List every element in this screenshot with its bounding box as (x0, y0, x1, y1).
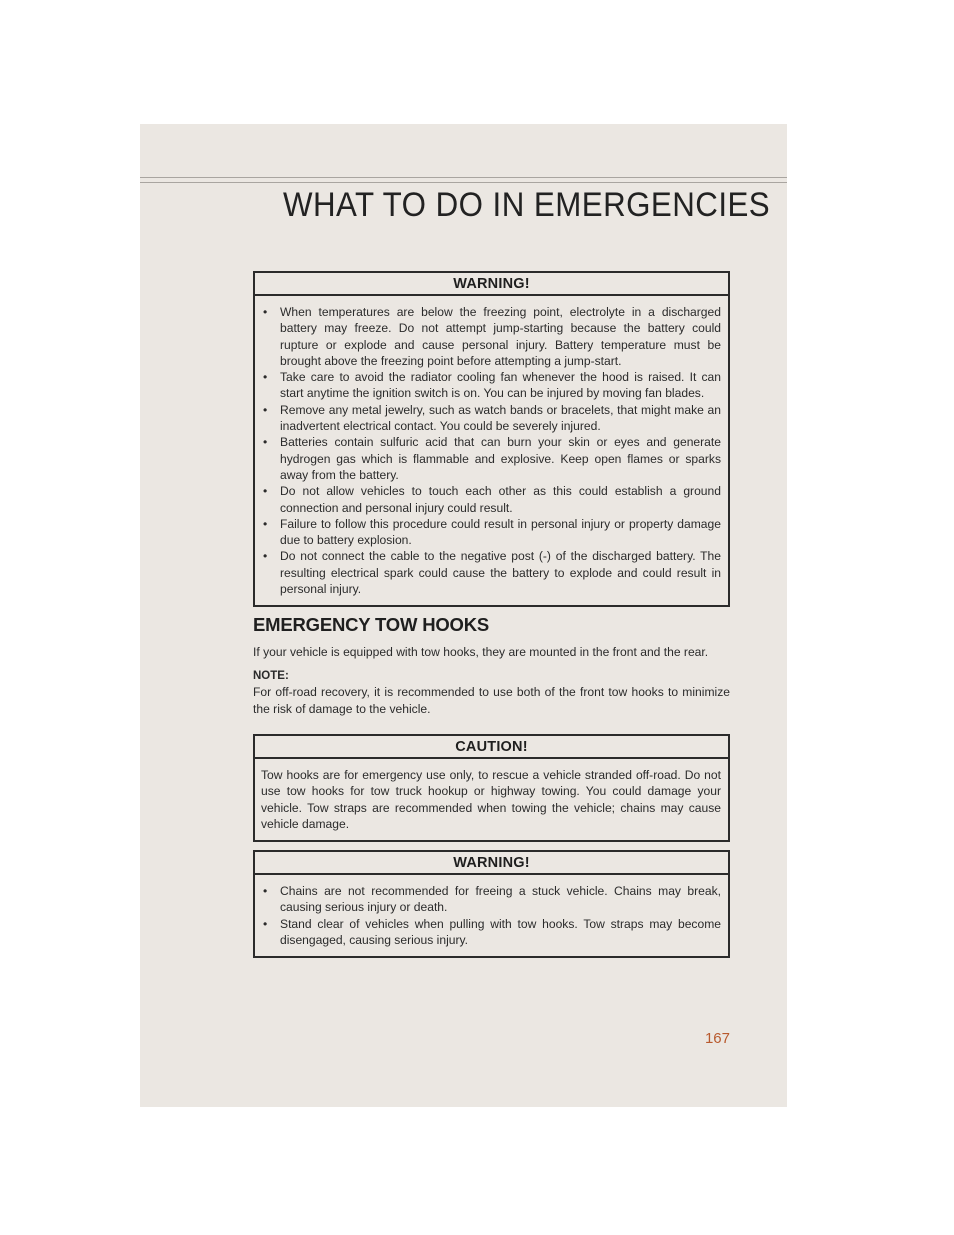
bullet-icon: • (263, 435, 268, 450)
warning-list (261, 883, 721, 948)
warning-list-item (261, 402, 721, 435)
warning-box-title: WARNING! (255, 852, 728, 875)
bullet-icon: • (263, 402, 268, 417)
warning-item-text: Do not allow vehicles to touch each other as this could establish a ground connection and personal injury could result. (280, 484, 721, 515)
bullet-icon: • (263, 916, 268, 931)
warning-box-body (255, 296, 728, 605)
warning-box-tow-hooks (253, 850, 730, 958)
note-text: For off-road recovery, it is recommended to use both of the front tow hooks to minimize the risk of damage to the vehicle. (253, 685, 730, 716)
caution-box-title: CAUTION! (255, 736, 728, 759)
warning-item-text: Do not connect the cable to the negative post (-) of the discharged battery. The resulting electrical spark could cause the battery to explode and could result in personal injury. (280, 549, 721, 597)
manual-page (140, 124, 787, 1107)
bullet-icon: • (263, 516, 268, 531)
warning-box-title: WARNING! (255, 273, 728, 296)
page-number: 167 (704, 1030, 730, 1047)
bullet-icon: • (263, 370, 268, 385)
caution-box-text: Tow hooks are for emergency use only, to rescue a vehicle stranded off-road. Do not use tow hooks for tow truck hookup or highway towing. You could damage your vehicle. Tow straps are recommended when towing the vehicle; chains may cause vehicle damage. (261, 768, 721, 831)
note-label: NOTE: (253, 670, 289, 682)
warning-box-battery (253, 271, 730, 607)
warning-list-item (261, 369, 721, 402)
warning-box-body (255, 875, 728, 956)
section-heading-tow-hooks: EMERGENCY TOW HOOKS (253, 614, 490, 635)
note-block (253, 670, 730, 717)
header-rule-top (140, 177, 787, 178)
bullet-icon: • (263, 305, 268, 319)
warning-item-text: Remove any metal jewelry, such as watch bands or bracelets, that might make an inadvertent electrical contact. You could be severely injured. (280, 402, 721, 434)
warning-item-text: Take care to avoid the radiator cooling fan whenever the hood is raised. It can start anytime the ignition switch is on. You can be injured by moving fan blades. (280, 370, 721, 401)
warning-list-item (261, 483, 721, 516)
warning-item-text: Batteries contain sulfuric acid that can burn your skin or eyes and generate hydrogen gas which is flammable and explosive. Keep open flames or sparks away from the battery. (280, 435, 721, 482)
warning-item-text: Stand clear of vehicles when pulling with tow hooks. Tow straps may become disengaged, causing serious injury. (280, 916, 721, 947)
warning-list-item (261, 516, 721, 549)
warning-item-text: When temperatures are below the freezing point, electrolyte in a discharged battery may freeze. Do not attempt jump-starting because the battery could rupture or explode and cause personal injury. Battery temperature must be brought above the freezing point before attempting a jump-start. (280, 305, 721, 368)
tow-hooks-intro: If your vehicle is equipped with tow hooks, they are mounted in the front and the rear. (253, 645, 709, 659)
warning-list-item (261, 304, 721, 369)
warning-list-item (261, 883, 721, 916)
warning-list (261, 304, 721, 597)
warning-item-text: Failure to follow this procedure could result in personal injury or property damage due to battery explosion. (280, 516, 721, 548)
bullet-icon: • (263, 549, 268, 564)
warning-list-item (261, 434, 721, 483)
bullet-icon: • (263, 884, 268, 898)
warning-list-item (261, 548, 721, 597)
warning-item-text: Chains are not recommended for freeing a stuck vehicle. Chains may break, causing serious injury or death. (280, 884, 721, 915)
caution-box (253, 734, 730, 842)
warning-list-item (261, 916, 721, 949)
header-rule-bottom (140, 182, 787, 183)
section-title: WHAT TO DO IN EMERGENCIES (283, 186, 771, 224)
bullet-icon: • (263, 484, 268, 499)
